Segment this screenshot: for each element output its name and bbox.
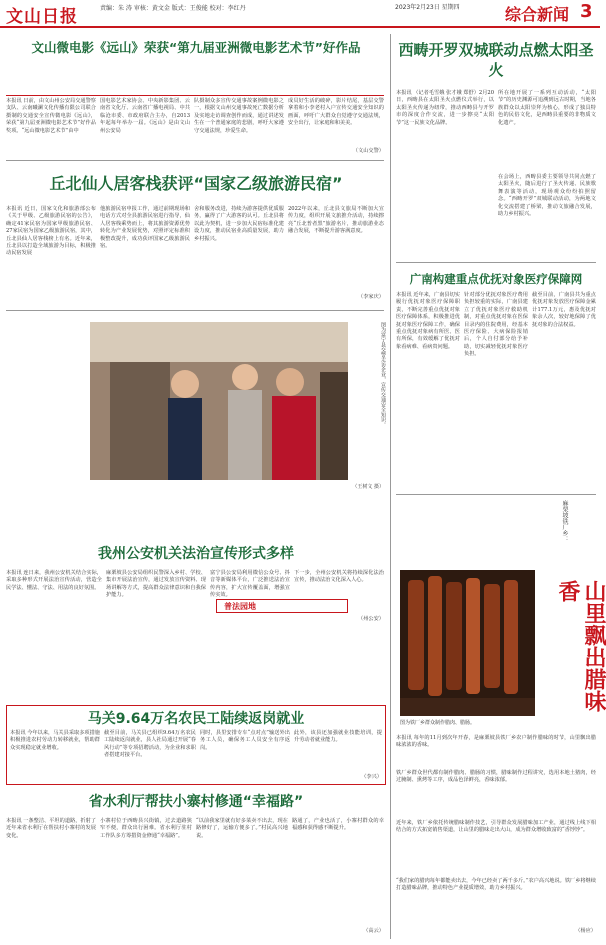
workers-byline: （李兴） xyxy=(361,774,382,780)
guarantee-headline: 广南构建重点优抚对象医疗保障网 xyxy=(409,272,583,286)
lights-col-2: 所在地开展了一系列互动活动，“太阳节”的历史渊源可追溯到远古时期，当地各族群众以太阳崇拜为核心，形成了独具特色的民俗文化，是西畴县重要的非物质文化遗产。 xyxy=(498,90,596,126)
police-photo xyxy=(90,322,348,480)
photo-caption xyxy=(350,322,386,480)
food-photo-caption: 图为铁厂乡群众制作腊肉、腊肠。 xyxy=(400,720,476,726)
road-col-2: 小寨村位于西畴县兴街镇，过去道路狭窄不便，群众出行困难。省水利厅驻村工作队多方筹措资金修通“幸福路”。 xyxy=(100,818,192,839)
film-headline: 文山微电影《远山》荣获“第九届亚洲微电影艺术节”好作品 xyxy=(31,40,361,55)
road-byline: （高云） xyxy=(363,928,384,934)
issue-date: 2023年2月23日 星期四 xyxy=(395,4,460,11)
page-number: 3 xyxy=(580,1,593,22)
food-col-3: 近年来，铁厂乡依托传统腊味制作技艺，引导群众发展腊味加工产业，通过线上线下相结合的方式拓宽销售渠道，让山里的腊味走出大山，成为群众增收致富的“香饽饽”。 xyxy=(396,820,596,834)
road-col-3: “以前我家里就有好多菜卖不出去，现在路修好了，运输方便多了。”村民高兴地说。 xyxy=(196,818,288,839)
food-col-2: 铁厂乡群众世代都有制作腊肉、腊肠的习惯，腊味制作过程讲究，选用本地土猪肉，经过腌制、熏烤等工序，成品色泽鲜亮，香味浓郁。 xyxy=(396,770,596,784)
food-subtitle: 麻栗坡铁厂乡： xyxy=(561,500,568,542)
divider xyxy=(6,95,384,96)
lights-col-1: 本报讯 （记者毛雪娥 张才娥 郑舒）2月20日，西畴县在太阳圣火点燃仪式举行，以太阳圣火传递为纽带，推动西畴县与开罗市的深度合作交流，进一步擦亮“太阳节”这一民族文化品牌。 xyxy=(396,90,494,126)
film-byline: （文山交警） xyxy=(352,148,384,154)
publicity-col-3: 富宁县公安局利用微信公众号、抖音等新媒体平台，广泛推送法治宣传内容，扩大宣传覆盖面，增强宣传实效。 xyxy=(210,570,290,599)
film-col-4: 成员好生活的破碎，影片结尾，基层交警拿着和小李老村入户宣传交通安全知识的画面，呼吁广大群众自觉遵守交通法规，安全出行，让家庭和和美美。 xyxy=(288,98,384,127)
inn-headline: 丘北仙人居客栈获评“国家乙级旅游民宿” xyxy=(49,174,343,193)
workers-col-4: 此外，该县还加强就业技能培训，提升劳动者就业能力。 xyxy=(294,730,382,744)
cured-meat-photo xyxy=(400,570,535,716)
law-column-tag-text: 普法园地 xyxy=(224,602,256,611)
workers-headline: 马关9.64万名农民工陆续返岗就业 xyxy=(87,711,305,727)
editor-info: 责编：朱 涛 审核：黄文金 版式：王俊能 校对：李红丹 xyxy=(100,5,246,12)
road-col-1: 本报讯 一条整洁、平坦的道路，折射了近年来省水利厅在帮扶村小寨村的发展变化。 xyxy=(6,818,96,839)
guarantee-col-1: 本报讯 近年来，广南县切实履行优抚对象医疗保障职责，不断完善重点优抚对象医疗保障体系，积极推进优抚对象医疗保障工作，确保重点优抚对象病有所医、医有所保，有效缓解了优抚对象看病难、看病贵问题。 xyxy=(396,292,460,350)
inn-col-2: 他旅游民宿申报工作，通过前期现场和电话方式对全县旅游民宿进行指导，仙人居客栈乘势而上，将其旅游资源优势转化为产业发展优势，对照评定标准积极整改提升，成功获评国家乙级旅游民宿。 xyxy=(100,206,190,250)
workers-col-1: 本报讯 今年以来，马关县采取多项措施积极推进农村劳动力转移就业，帮助群众实现稳定就业增收。 xyxy=(10,730,100,751)
workers-col-2: 截至目前，马关县已组织9.64万名农民工陆续返岗就业，县人社局通过开展“春风行动”等专项招聘活动，为企业和求职者搭建对接平台。 xyxy=(104,730,196,759)
inn-col-1: 本报讯 近日，国家文化和旅游部公布《关于甲级、乙级旅游民宿的公告》，确定41家民宿为国家甲级旅游民宿、27家民宿为国家乙级旅游民宿，其中，丘北县仙人居客栈榜上有名。近年来，丘北县以打造全域旅游为目标，积极推动民宿发展 xyxy=(6,206,96,257)
food-col-4: “我们家的腊肉每年都能卖出去，今年已经卖了两千多斤。”农户高兴地说。铁厂乡将继续打造腊味品牌，推动特色产业提质增效，助力乡村振兴。 xyxy=(396,878,596,892)
road-col-4: 路通了，产业也活了，小寨村群众的幸福感和获得感不断提升。 xyxy=(292,818,384,832)
workers-col-3: 同时，县里安排专车“点对点”输送外出务工人员，确保务工人员安全有序返岗。 xyxy=(200,730,290,751)
divider xyxy=(6,310,384,311)
inn-byline: （李家庆） xyxy=(358,294,384,300)
inn-col-4: 2022年以来，丘北县文旅局不断加大宣传力度，组织开展文旅推介活动，持续擦亮“丘北普者黑”旅游名片，推动旅游业态融合发展，不断提升游客满意度。 xyxy=(288,206,384,235)
film-col-2: 国电影艺术家协会、中央新影集团、云南省文化厅、云南省广播电视局、中共临沧市委、市政府联合主办，自2013年起每年举办一届。《远山》是由文山州公安局 xyxy=(100,98,190,134)
column-separator xyxy=(390,34,391,939)
publicity-col-2: 麻栗坡县公安局组织民警深入乡村、学校、集市开展法治宣传，通过发放宣传资料、现场讲解等方式，提高群众法律意识和自我保护能力。 xyxy=(106,570,206,599)
guarantee-col-3: 截至目前，广南县共为重点优抚对象发放医疗保障金累计177.1万元，惠及优抚对象余人次，较好地保障了优抚对象的合法权益。 xyxy=(532,292,596,328)
film-col-3: 队摄制众多宣传交通事故案例微电影之一，根据文山州交通事故死亡数据分析及实地走访调查创作而成，通过讲述发生在一个普通家庭的悲剧，呼吁大家遵守交通法规，珍爱生命。 xyxy=(194,98,284,134)
road-headline: 省水利厅帮扶小寨村修通“幸福路” xyxy=(88,794,304,810)
divider xyxy=(396,262,596,263)
guarantee-col-2: 针对部分优抚对象医疗费用负担较重的实际，广南县建立了优抚对象医疗救助机制，对重点优抚对象在医保目录内的住院费用，经基本医疗保险、大病保险报销后，个人自付部分给予补助，切实减轻优抚对象医疗负担。 xyxy=(464,292,528,358)
publicity-headline: 我州公安机关法治宣传形式多样 xyxy=(98,546,294,562)
photo-caption-text: 图为富宁县交警走访企业，宣传交通安全知识。 xyxy=(380,322,386,427)
food-headline: 山里飘出腊味香 xyxy=(555,580,606,712)
photo-byline: （王树文 摄） xyxy=(352,484,384,490)
divider xyxy=(6,160,384,161)
publicity-byline: （州公安） xyxy=(358,616,384,622)
lights-col-3: 在会场上，西畴县委主要领导共同点燃了太阳圣火，随后进行了圣火传递、民族歌舞表演等活动，现场观众纷纷拍照留念。“西畴开罗”双城联动活动，为两地文化交流搭建了桥梁，推动文旅融合发展，助力乡村振兴。 xyxy=(498,174,596,218)
publicity-col-1: 本报讯 连日来，我州公安机关结合实际，采取多种形式开展法治宣传活动，营造全民学法、懂法、守法、用法的良好氛围。 xyxy=(6,570,102,591)
publicity-col-4: 下一步，全州公安机关将持续深化法治宣传，推动法治文化深入人心。 xyxy=(294,570,384,584)
divider xyxy=(396,494,596,495)
inn-col-3: 舍和服务改进，持续为游客提供优质服务，赢得了广大游客的认可。丘北县将以此为契机，进一步加大民宿标准化建设力度，推动民宿业高质量发展，助力乡村振兴。 xyxy=(194,206,284,242)
newspaper-logo: 文山日报 xyxy=(6,7,78,27)
film-col-1: 本报讯 日前，由文山州公安局交通警察支队、云南曦澜文化传播有限公司联合摄制的交通安全宣传微电影《远山》，荣获“第九届亚洲微电影艺术节”好作品奖项。“远山微电影艺术节”由中 xyxy=(6,98,96,134)
section-title: 综合新闻 xyxy=(505,5,570,24)
food-col-1: 本报讯 每年的11月到次年开春，是麻栗坡县铁厂乡农户制作腊味的时节，山里飘出腊味浓浓的香味。 xyxy=(396,735,596,749)
photo-side-text xyxy=(6,322,86,480)
lights-headline: 西畴开罗双城联动点燃太阳圣火 xyxy=(398,41,594,79)
food-byline: （杨应） xyxy=(575,928,596,934)
